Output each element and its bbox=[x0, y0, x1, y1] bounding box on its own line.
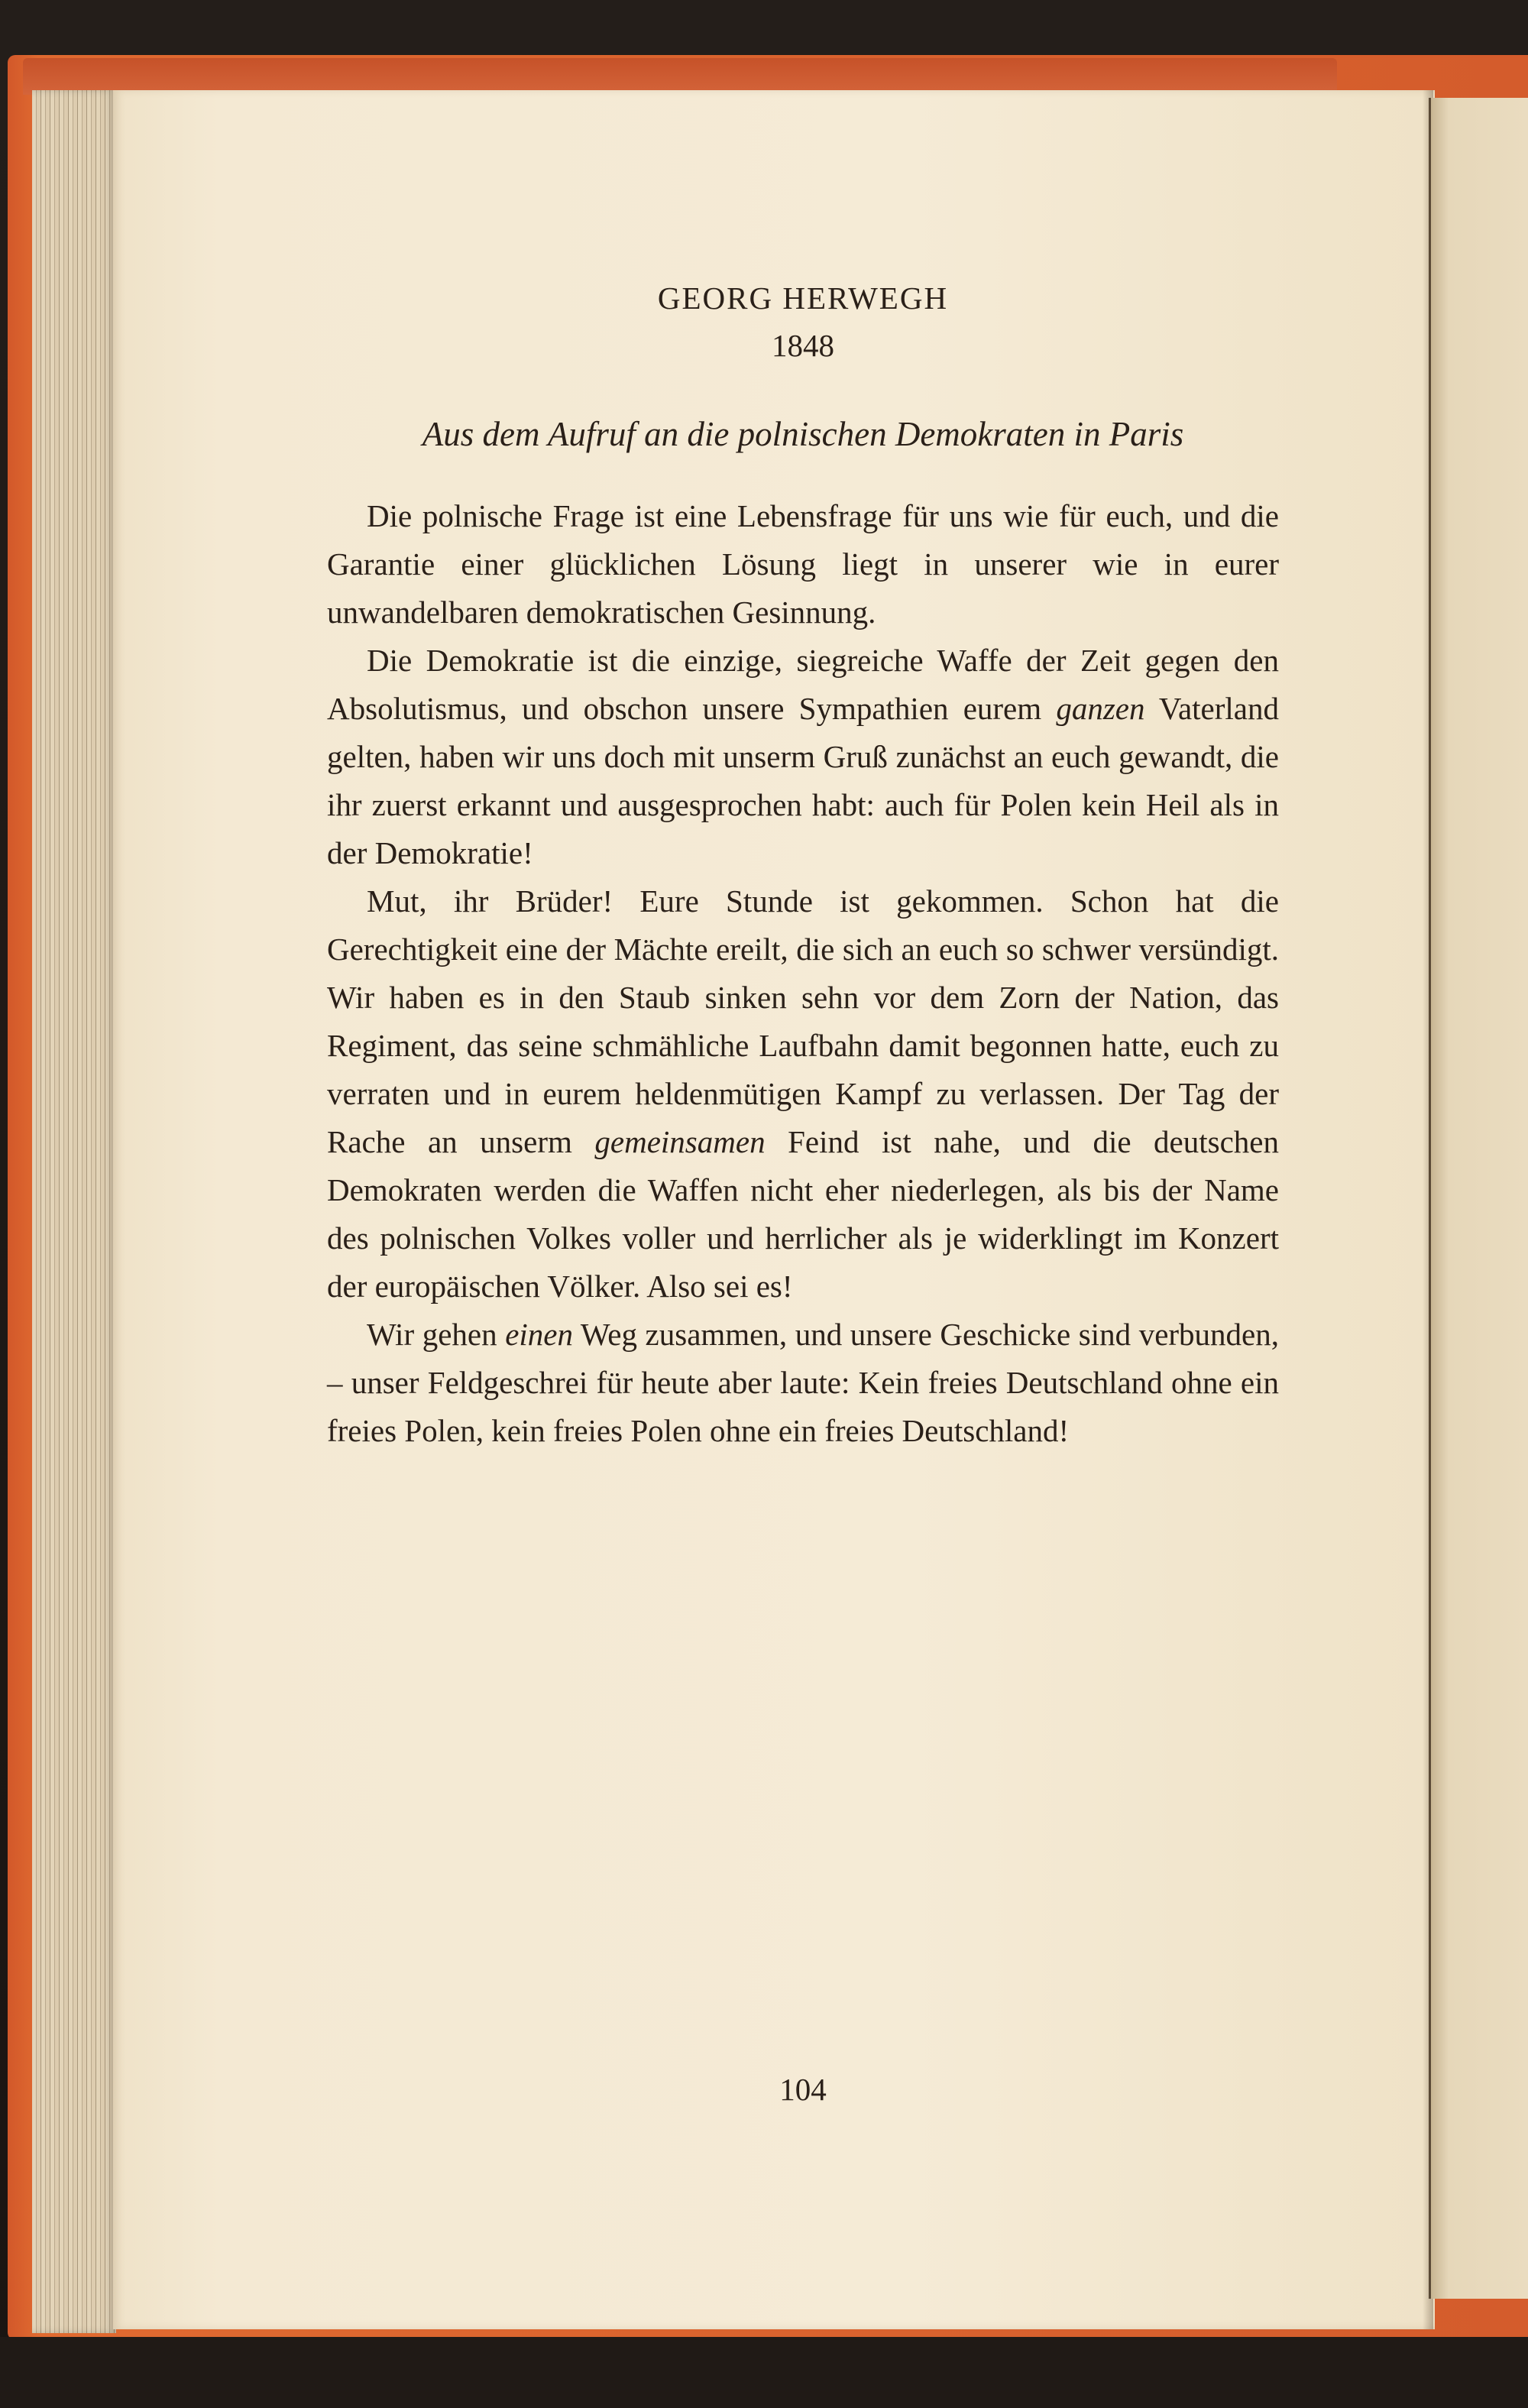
paragraph-3 bbox=[327, 877, 1279, 1311]
paragraph-text: Wir gehen bbox=[367, 1317, 506, 1352]
paragraph-1 bbox=[327, 492, 1279, 637]
paragraph-text: Feind ist nahe, und die deutschen Demokraten werden die Waffen nicht eher niederlegen, als bis der Name des polnischen Volkes voller und herrlicher als je widerklingt im Konzert der europäischen Völker. Also sei es! bbox=[327, 1124, 1279, 1304]
paragraph-text: Die polnische Frage ist eine Lebensfrage für uns wie für euch, und die Garantie einer glücklichen Lösung liegt in unserer wie in eurer unwandelbaren demokratischen Gesinnung. bbox=[327, 498, 1279, 630]
paragraph-text: Die Demokratie ist die einzige, siegreiche Waffe der Zeit gegen den Absolutismus, und obschon unsere Sympathien eurem bbox=[327, 643, 1279, 726]
author-heading: GEORG HERWEGH bbox=[657, 280, 949, 316]
emphasis-einen: einen bbox=[505, 1317, 573, 1352]
year-heading: 1848 bbox=[772, 328, 834, 363]
page-number: 104 bbox=[779, 2072, 827, 2107]
emphasis-gemeinsamen: gemeinsamen bbox=[594, 1124, 766, 1159]
paragraph-text: Mut, ihr Brüder! Eure Stunde ist gekommen. Schon hat die Gerechtigkeit eine der Mächte ereilt, die sich an euch so schwer versündigt. Wir haben es in den Staub sinken sehn vor dem Zorn der Nation, das Regiment, das seine schmähliche Laufbahn damit begonnen hatte, euch zu verraten und in eurem heldenmütigen Kampf zu verlassen. Der Tag der Rache an unserm bbox=[327, 883, 1279, 1159]
page-text-block bbox=[327, 275, 1279, 1455]
scan-bottom-band bbox=[0, 2337, 1528, 2408]
page-edges bbox=[32, 90, 116, 2333]
section-subtitle: Aus dem Aufruf an die polnischen Demokraten in Paris bbox=[422, 415, 1184, 453]
emphasis-ganzen: ganzen bbox=[1056, 691, 1145, 726]
paragraph-text: Vaterland gelten, haben wir uns doch mit unserm Gruß zunächst an euch gewandt, die ihr zuerst erkannt und ausgesprochen habt: auch für Polen kein Heil als in der Demokratie! bbox=[327, 691, 1279, 870]
facing-page-edge bbox=[1429, 98, 1528, 2299]
paragraph-2 bbox=[327, 637, 1279, 877]
paragraph-4 bbox=[327, 1311, 1279, 1455]
book-cover-top-edge bbox=[23, 58, 1337, 95]
paragraph-text: Weg zusammen, und unsere Geschicke sind verbunden, – unser Feldgeschrei für heute aber laute: Kein freies Deutschland ohne ein freies Polen, kein freies Polen ohne ein freies Deutschland! bbox=[327, 1317, 1279, 1448]
